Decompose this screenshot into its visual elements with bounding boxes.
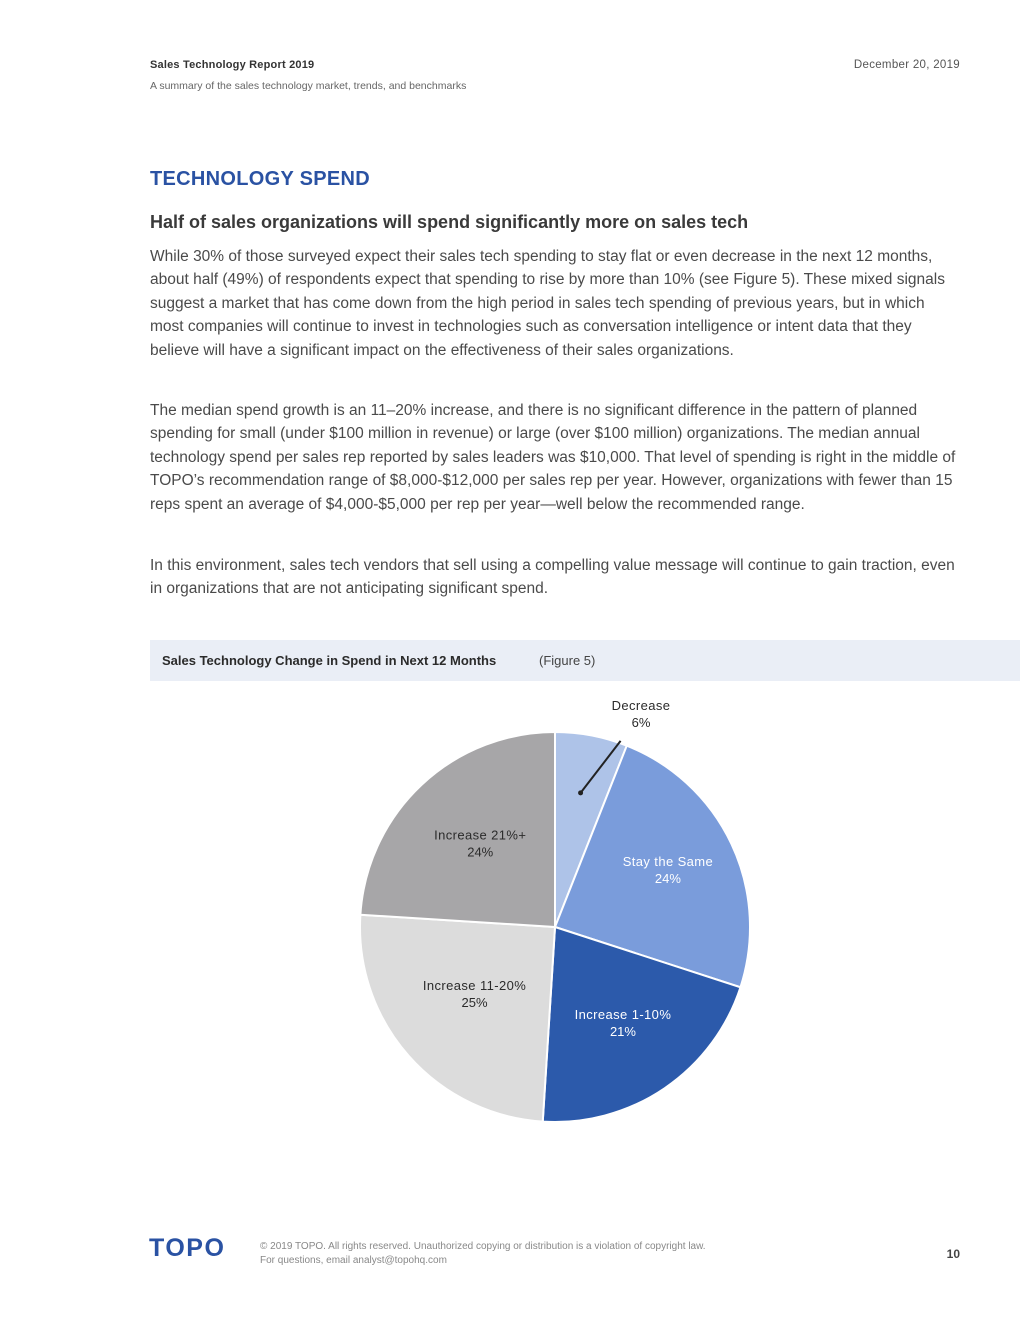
body-paragraph: While 30% of those surveyed expect their sales tech spending to stay flat or even decrease in the next 12 months, about half (49%) of respondents expect that spending to rise by more than 10% (see Figure 5). These mixed signals suggest a market that has come down from the high period in sales tech spending of previous years, but in which most companies will continue to invest in technologies such as conversation intelligence or intent data that they believe will have a significant impact on the effectiveness of their sales organizations. (150, 248, 945, 359)
body-paragraph: In this environment, sales tech vendors that sell using a compelling value message will continue to gain traction, even in organizations that are not anticipating significant spend. (150, 557, 955, 598)
figure-header (150, 640, 1020, 681)
pie-label: Increase 21%+ (434, 827, 527, 843)
pie-value-label: 25% (461, 994, 488, 1010)
pie-value-label: 24% (467, 844, 494, 860)
footer-text (260, 1240, 706, 1268)
footer-contact: For questions, email analyst@topohq.com (260, 1255, 447, 1266)
pie-label: Decrease (611, 698, 671, 713)
pie-value-label: 24% (654, 870, 681, 886)
body-paragraph: The median spend growth is an 11–20% increase, and there is no significant difference in the pattern of planned spending for small (under $100 million in revenue) or large (over $100 million) organizations. The median annual technology spend per sales rep reported by sales leaders was $10,000. That level of spending is right in the middle of TOPO’s recommendation range of $8,000-$12,000 per sales rep per year. However, organizations with fewer than 15 reps spent an average of $4,000-$5,000 per rep per year—well below the recommended range. (150, 402, 956, 513)
pie-value-label: 21% (609, 1023, 636, 1039)
pie-slice-increase-11-20 (360, 915, 555, 1122)
report-date: December 20, 2019 (853, 59, 960, 71)
report-title: Sales Technology Report 2019 (150, 59, 315, 71)
pie-value-label: 6% (631, 715, 651, 730)
pie-label: Increase 11-20% (422, 977, 527, 993)
pie-chart (340, 690, 780, 1140)
figure-title: Sales Technology Change in Spend in Next 12 Months (162, 653, 497, 668)
pie-label: Increase 1-10% (574, 1006, 672, 1022)
page-number: 10 (946, 1247, 960, 1261)
leader-dot (578, 790, 583, 795)
pie-label: Stay the Same (622, 853, 714, 869)
figure-number: (Figure 5) (539, 653, 596, 668)
footer-copyright: © 2019 TOPO. All rights reserved. Unauthorized copying or distribution is a violation of copyright law. (260, 1241, 706, 1252)
section-title: TECHNOLOGY SPEND (150, 168, 371, 190)
report-subtitle: A summary of the sales technology market, trends, and benchmarks (150, 80, 467, 92)
section-subheading: Half of sales organizations will spend significantly more on sales tech (150, 212, 749, 232)
topo-logo: TOPO (149, 1234, 226, 1262)
